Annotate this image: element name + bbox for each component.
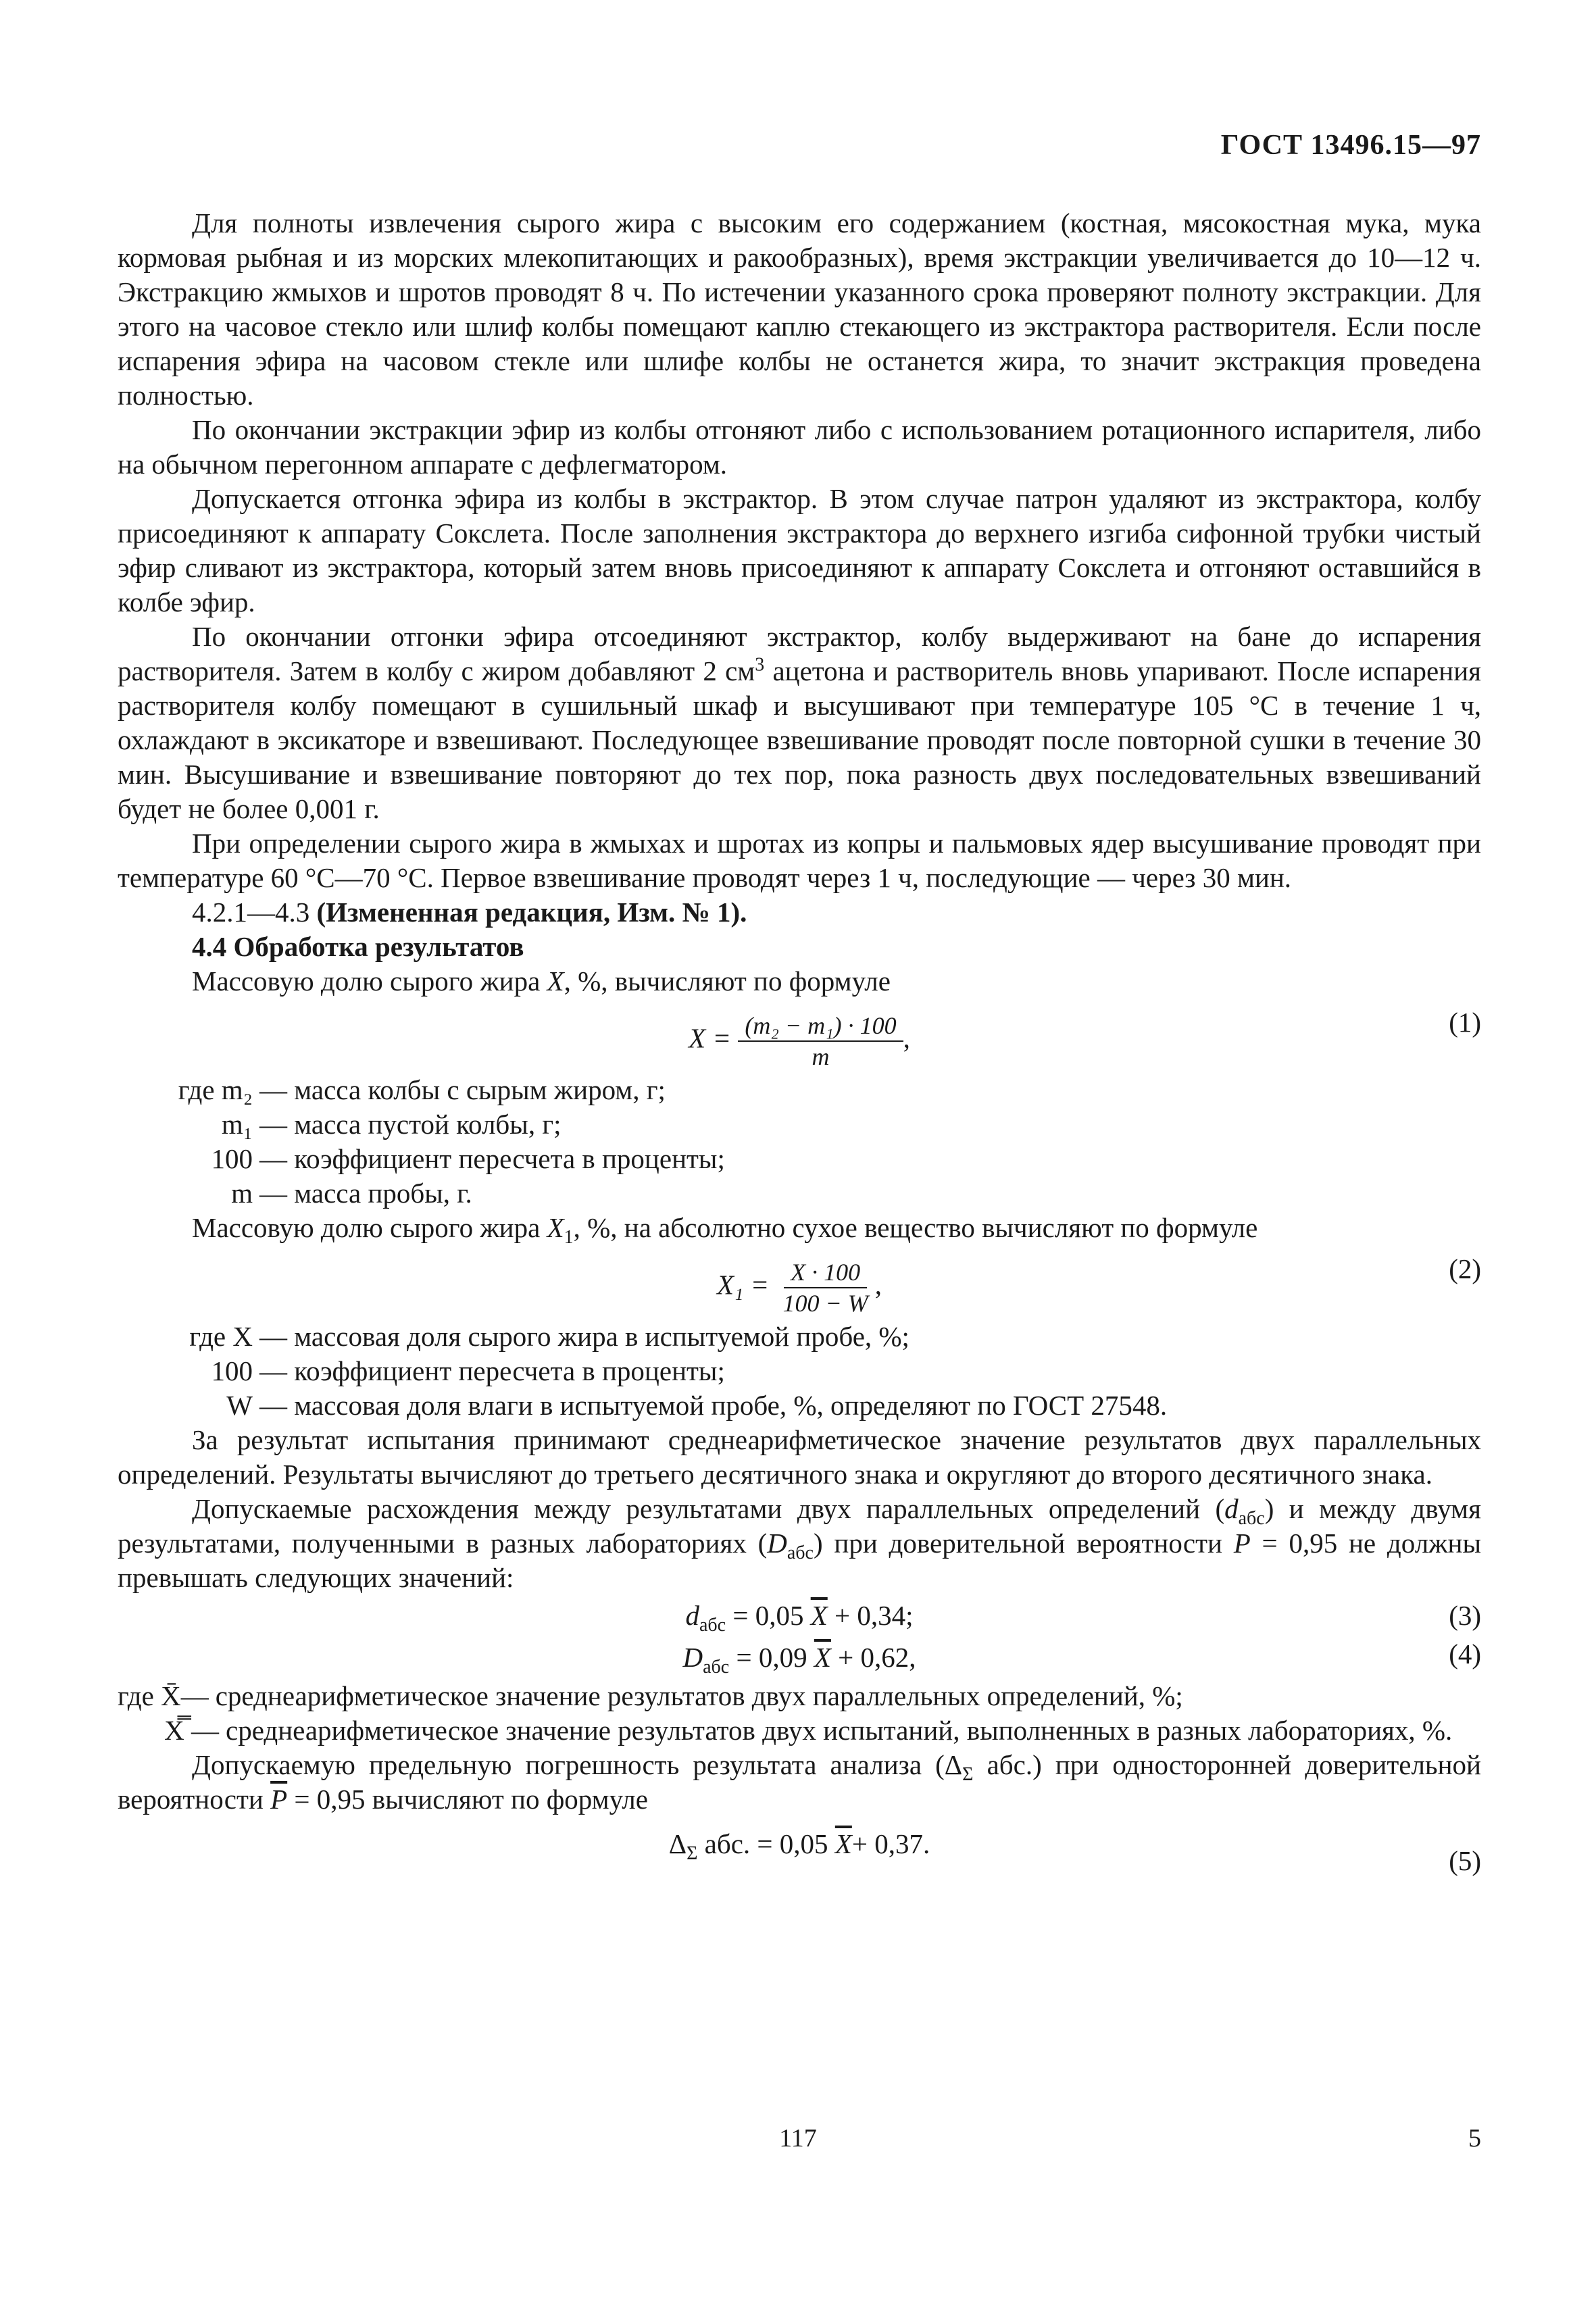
definitions-formula-3-4 [118,1679,1481,1748]
paragraph-revision-note: 4.2.1—4.3 (Измененная редакция, Изм. № 1). [192,897,747,928]
formula-3: $d_{абс} = 0,05$ $\overline{X} + 0,34$; (3) [685,1600,1481,1636]
paragraph-formula-intro-2: Массовую долю сырого жира $X_1$, %, на абсолютно сухое вещество вычисляют по формуле [192,1212,1258,1249]
definition-row: W — массовая доля влаги в испытуемой пробе, %, определяют по ГОСТ 27548. [226,1390,1168,1421]
paragraph-formula-intro-1: Массовую долю сырого жира X, %, вычисляют по формуле [192,965,891,997]
paragraph-extraction-time: Для полноты извлечения сырого жира с высоким его содержанием (костная, мясокостная мука, мука кормовая рыбная и из морских млекопитающих и ракообразных), время экстракции увеличивается до 10—12 ч. Экстракцию жмыхов и шротов проводят 8 ч. По истечении указанного срока проверяют полноту экстракции. Для этого на часовое стекло или шлиф колбы помещают каплю стекающего из экстрактора растворителя. Если после испарения эфира на часовом стекле или шлифе колбы не останется жира, то значит экстракция проведена полностью. [118,207,1481,411]
formula-5: $\Delta_\Sigma$ абс. = 0,05 $\overline{X}+ 0,37$. (5) [118,1817,1481,1871]
formula-4: $D_{абс} = 0,09$ $\overline{X} + 0,62$, (4) [682,1638,1481,1678]
paragraph-drying: По окончании отгонки эфира отсоединяют экстрактор, колбу выдерживают на бане до испарения растворителя. Затем в колбу с жиром добавляют 2 $см^3$ ацетона и растворитель вновь упаривают. После испарения растворителя колбу помещают в сушильный шкаф и высушивают при температуре 105 °С в течение 1 ч, охлаждают в эксикаторе и взвешивают. Последующее взвешивание проводят после повторной сушки в течение 30 мин. Высушивание и взвешивание повторяют до тех пор, пока разность двух последовательных взвешиваний будет не более 0,001 г. [118,621,1481,824]
equation-number: (1) [1449,1007,1481,1038]
paragraph-copra-drying: При определении сырого жира в жмыхах и шротах из копры и пальмовых ядер высушивание проводят при температуре 60 °С—70 °С. Первое взвешивание проводят через 1 ч, последующие — через 30 мин. [118,828,1481,893]
definition-row: 100 — коэффициент пересчета в проценты; [211,1143,725,1174]
page-number-right: 5 [1468,2124,1481,2153]
definition-row: где m₂ — масса колбы с сырым жиром, г; [178,1074,666,1105]
definition-row: где X — массовая доля сырого жира в испытуемой пробе, %; [189,1321,909,1352]
equation-number: (5) [1449,1845,1481,1876]
fraction: $\frac{\text{(m₂ − m₁) · 100}}{m}$ [738,1011,903,1072]
formula-2: X₁ = $\frac{X \cdot 100}{100 - W}$ , (2) [717,1253,1481,1317]
section-heading-results: 4.4 Обработка результатов [192,931,524,962]
equation-number: (3) [1449,1600,1481,1631]
fraction: $\frac{X \cdot 100}{100 - W}$ [782,1259,868,1317]
paragraph-ether-distillation: По окончании экстракции эфир из колбы отгоняют либо с использованием ротационного испарителя, либо на обычном перегонном аппарате с дефлегматором. [118,414,1481,480]
definitions-formula-1 [118,1073,1481,1211]
paragraph-distillation-into-extractor: Допускается отгонка эфира из колбы в экстрактор. В этом случае патрон удаляют из экстрактора, колбу присоединяют к аппарату Сокслета. После заполнения экстрактора до верхнего изгиба сифонной трубки чистый эфир сливают из экстрактора, который затем вновь присоединяют к аппарату Сокслета и отгоняют оставшийся в колбе эфир. [118,483,1481,618]
paragraph-allowed-discrepancy: Допускаемые расхождения между результатами двух параллельных определений $(d_{абс})$ и между двумя результатами, полученными в разных лабораториях $(D_{абс})$ при доверительной вероятности P = 0,95 не должны превышать следующих значений: [118,1493,1481,1593]
definition-row: m₁ — масса пустой колбы, г; [221,1109,562,1140]
paragraph-max-error: Допускаемую предельную погрешность результата анализа ($\Delta_\Sigma$ абс.) при односторонней доверительной вероятности $\overline{P} = 0,95$ вычисляют по формуле [118,1749,1481,1815]
paragraph-result-mean: За результат испытания принимают среднеарифметическое значение результатов двух параллельных определений. Результаты вычисляют до третьего десятичного знака и округляют до второго десятичного знака. [118,1424,1481,1490]
equation-number: (4) [1449,1638,1481,1669]
page-number-center: 117 [779,2124,817,2153]
formula-1: X = $\frac{\text{(m₂ − m₁) · 100}}{m}$ , (1) [689,1007,1481,1070]
definition-row: X̿ — среднеарифметическое значение результатов двух испытаний, выполненных в разных лабораториях, %. [164,1715,1453,1746]
definition-row: m — масса пробы, г. [231,1178,472,1209]
page-body [118,206,1481,1876]
equation-number: (2) [1449,1253,1481,1284]
definitions-formula-2 [118,1319,1481,1423]
definition-row: где X̄— среднеарифметическое значение результатов двух параллельных определений, %; [118,1680,1183,1711]
document-header: ГОСТ 13496.15—97 [1220,130,1481,161]
definition-row: 100 — коэффициент пересчета в проценты; [211,1355,725,1386]
